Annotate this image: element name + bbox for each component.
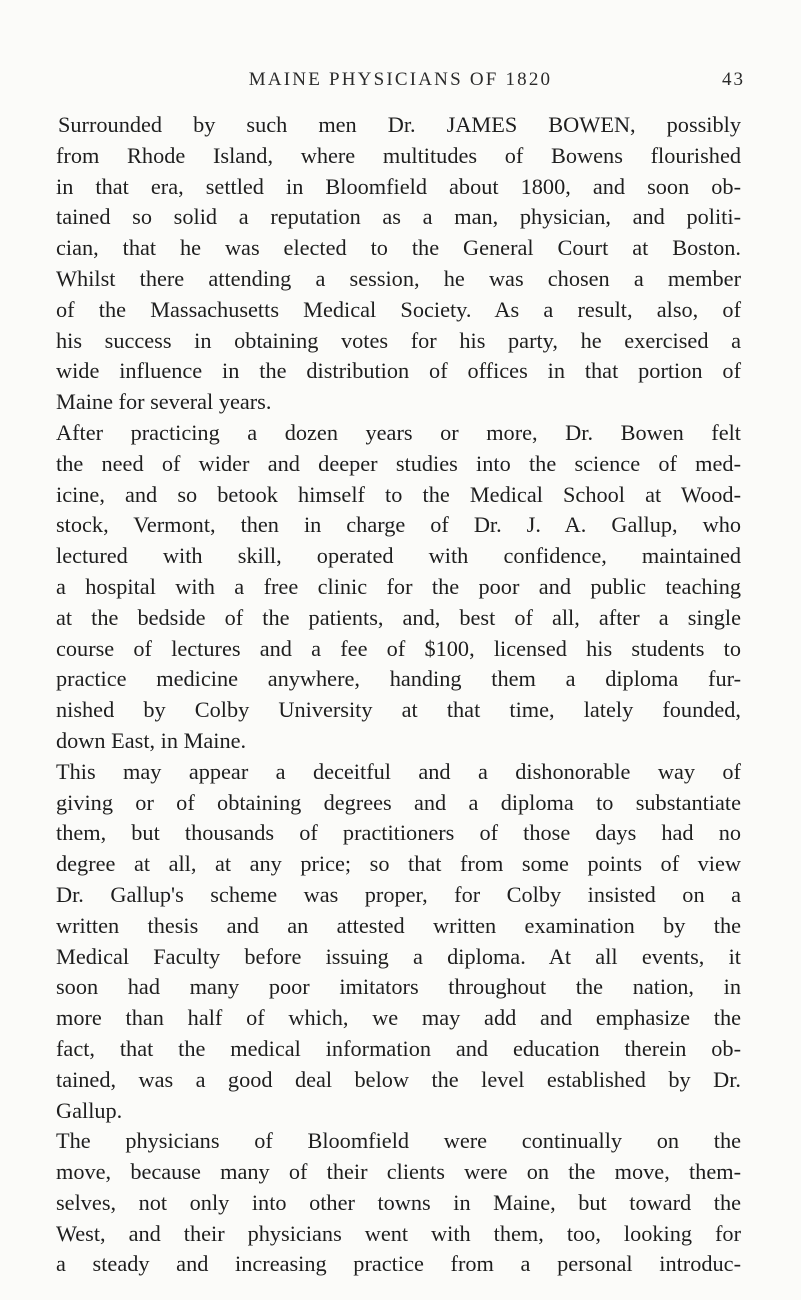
text-line: down East, in Maine.	[56, 727, 247, 753]
text-line: a hospital with a free clinic for the poor and public teaching	[56, 573, 741, 599]
text-line: at the bedside of the patients, and, best of all, after a single	[56, 604, 741, 630]
text-line: the need of wider and deeper studies into the science of med-	[56, 450, 741, 476]
text-line: tained so solid a reputation as a man, physician, and politi-	[56, 204, 741, 230]
paragraph	[56, 757, 741, 1127]
text-line: Surrounded by such men Dr. JAMES BOWEN, possibly	[58, 112, 741, 137]
text-line: in that era, settled in Bloomfield about 1800, and soon ob-	[56, 173, 741, 199]
text-line: them, but thousands of practitioners of those days had no	[56, 820, 741, 846]
paragraph	[56, 1126, 741, 1280]
text-line: course of lectures and a fee of $100, licensed his students to	[56, 635, 741, 661]
page-number: 43	[722, 69, 745, 90]
text-line: Gallup.	[56, 1097, 123, 1123]
text-line: This may appear a deceitful and a dishonorable way of	[56, 758, 741, 784]
text-line: a steady and increasing practice from a personal introduc-	[56, 1251, 741, 1277]
text-line: written thesis and an attested written examination by the	[56, 912, 741, 938]
text-line: Whilst there attending a session, he was chosen a member	[56, 265, 741, 291]
text-line: West, and their physicians went with them, too, looking for	[56, 1220, 741, 1246]
text-line: wide influence in the distribution of offices in that portion of	[56, 358, 741, 384]
text-line: practice medicine anywhere, handing them a diploma fur-	[56, 666, 741, 692]
text-line: Dr. Gallup's scheme was proper, for Colby insisted on a	[56, 881, 741, 907]
body-text	[56, 110, 741, 1280]
text-line: selves, not only into other towns in Maine, but toward the	[56, 1189, 741, 1215]
text-line: from Rhode Island, where multitudes of Bowens flourished	[56, 142, 741, 168]
text-line: more than half of which, we may add and emphasize the	[56, 1005, 741, 1031]
text-line: fact, that the medical information and education therein ob-	[56, 1035, 741, 1061]
text-line: tained, was a good deal below the level established by Dr.	[56, 1066, 741, 1092]
text-line: lectured with skill, operated with confidence, maintained	[56, 543, 741, 569]
text-line: Maine for several years.	[56, 389, 272, 415]
running-title: MAINE PHYSICIANS OF 1820	[248, 69, 553, 90]
paragraph	[56, 418, 741, 757]
paragraph	[56, 110, 741, 418]
text-line: After practicing a dozen years or more, Dr. Bowen felt	[56, 419, 741, 445]
text-line: his success in obtaining votes for his party, he exercised a	[56, 327, 741, 353]
text-line: The physicians of Bloomfield were continually on the	[56, 1128, 741, 1154]
text-line: giving or of obtaining degrees and a diploma to substantiate	[56, 789, 741, 815]
text-line: icine, and so betook himself to the Medical School at Wood-	[56, 481, 741, 507]
running-head	[0, 67, 801, 93]
text-line: cian, that he was elected to the General Court at Boston.	[56, 235, 741, 261]
text-line: soon had many poor imitators throughout the nation, in	[56, 974, 741, 1000]
text-line: nished by Colby University at that time, lately founded,	[56, 697, 741, 723]
text-line: Medical Faculty before issuing a diploma. At all events, it	[56, 943, 741, 969]
text-line: stock, Vermont, then in charge of Dr. J. A. Gallup, who	[56, 512, 741, 538]
text-line: of the Massachusetts Medical Society. As a result, also, of	[56, 296, 741, 322]
text-line: move, because many of their clients were on the move, them-	[56, 1159, 741, 1185]
text-line: degree at all, at any price; so that from some points of view	[56, 851, 741, 877]
